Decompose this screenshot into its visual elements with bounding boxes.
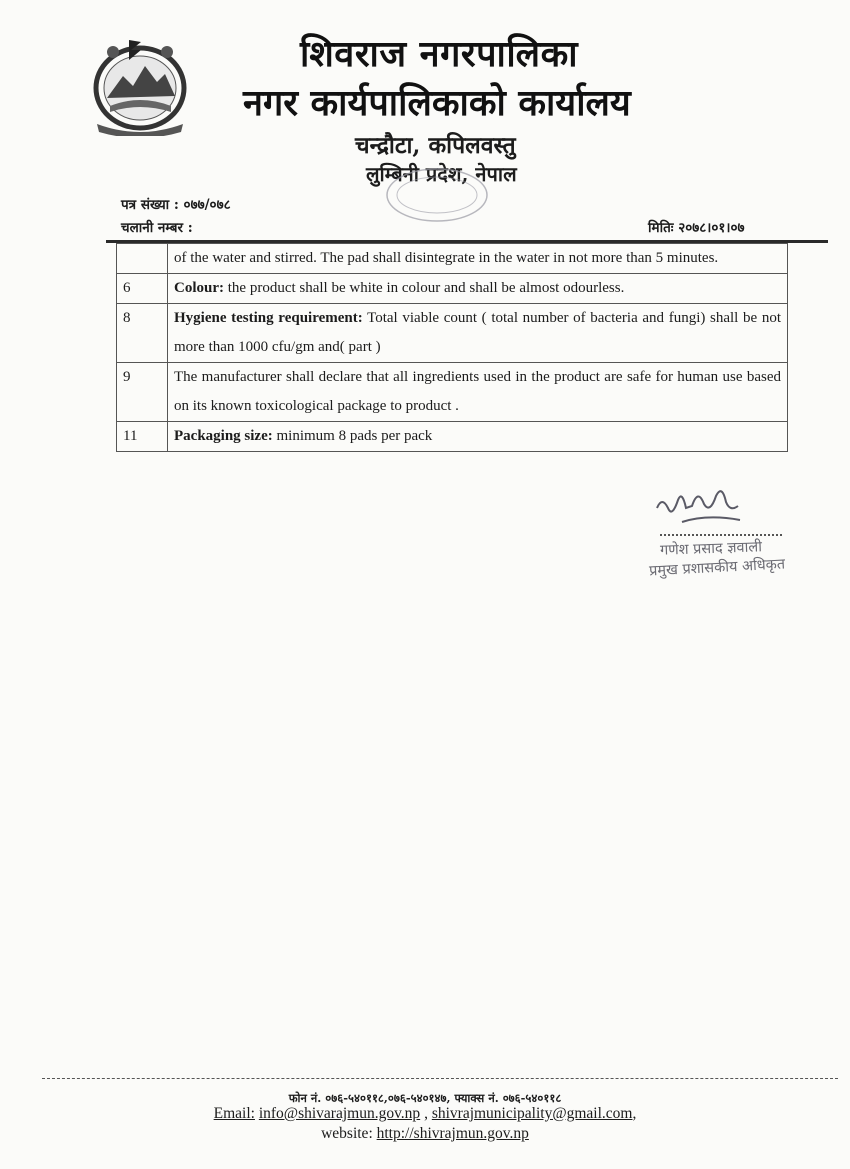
office-stamp [382, 165, 492, 225]
table-row [117, 274, 788, 304]
email-link-2[interactable]: shivrajmunicipality@gmail.com [431, 1105, 633, 1122]
row-label: Colour: [174, 280, 224, 296]
row-label: Hygiene testing requirement: [174, 310, 363, 326]
signatory-name: गणेश प्रसाद ज्ञवाली [659, 539, 763, 559]
nepal-emblem-icon [85, 36, 195, 136]
specification-table [116, 243, 788, 452]
table-row [117, 422, 788, 452]
row-number [117, 244, 168, 274]
row-text: of the water and stirred. The pad shall disintegrate in the water in not more than 5 minutes. [168, 244, 788, 274]
row-number: 8 [117, 304, 168, 363]
website-link[interactable]: http://shivrajmun.gov.np [376, 1125, 529, 1142]
email-separator: , [420, 1105, 432, 1122]
row-text: Colour: the product shall be white in colour and shall be almost odourless. [168, 274, 788, 304]
footer-divider [42, 1078, 838, 1079]
signature-line [660, 534, 782, 536]
website-label: website: [321, 1125, 373, 1142]
municipality-title: शिवराज नगरपालिका [300, 33, 579, 75]
office-title: नगर कार्यपालिकाको कार्यालय [243, 82, 631, 124]
email-link-1[interactable]: info@shivarajmun.gov.np [258, 1105, 421, 1122]
footer-phone: फोन नं. ०७६-५४०११८,०७६-५४०१४७, फ्याक्स नं. ०७६-५४०११८ [288, 1091, 562, 1105]
row-text: The manufacturer shall declare that all ingredients used in the product are safe for human use based on its known toxicological package to product . [168, 363, 788, 422]
row-text: Hygiene testing requirement: Total viable count ( total number of bacteria and fungi) shall be not more than 1000 cfu/gm and( part ) [168, 304, 788, 363]
address-line-2: लुम्बिनी प्रदेश, नेपाल [366, 162, 517, 186]
letter-number: पत्र संख्या : ०७७/०७८ [121, 197, 231, 213]
row-number: 6 [117, 274, 168, 304]
row-label: Packaging size: [174, 428, 273, 444]
email-label: Email: [213, 1105, 255, 1122]
address-line-1: चन्द्रौटा, कपिलवस्तु [355, 132, 516, 159]
letter-date: मितिः २०७८।०१।०७ [648, 220, 745, 236]
footer-website-line [0, 1125, 850, 1143]
dispatch-number: चलानी नम्बर : [121, 220, 193, 236]
row-number: 11 [117, 422, 168, 452]
row-text: Packaging size: minimum 8 pads per pack [168, 422, 788, 452]
table-row [117, 304, 788, 363]
table-row [117, 363, 788, 422]
signature-mark [652, 478, 747, 533]
signatory-title: प्रमुख प्रशासकीय अधिकृत [648, 556, 786, 580]
row-number: 9 [117, 363, 168, 422]
footer-email-line: Email: info@shivarajmun.gov.np , shivrajmunicipality@gmail.com, [213, 1105, 637, 1122]
table-row [117, 244, 788, 274]
